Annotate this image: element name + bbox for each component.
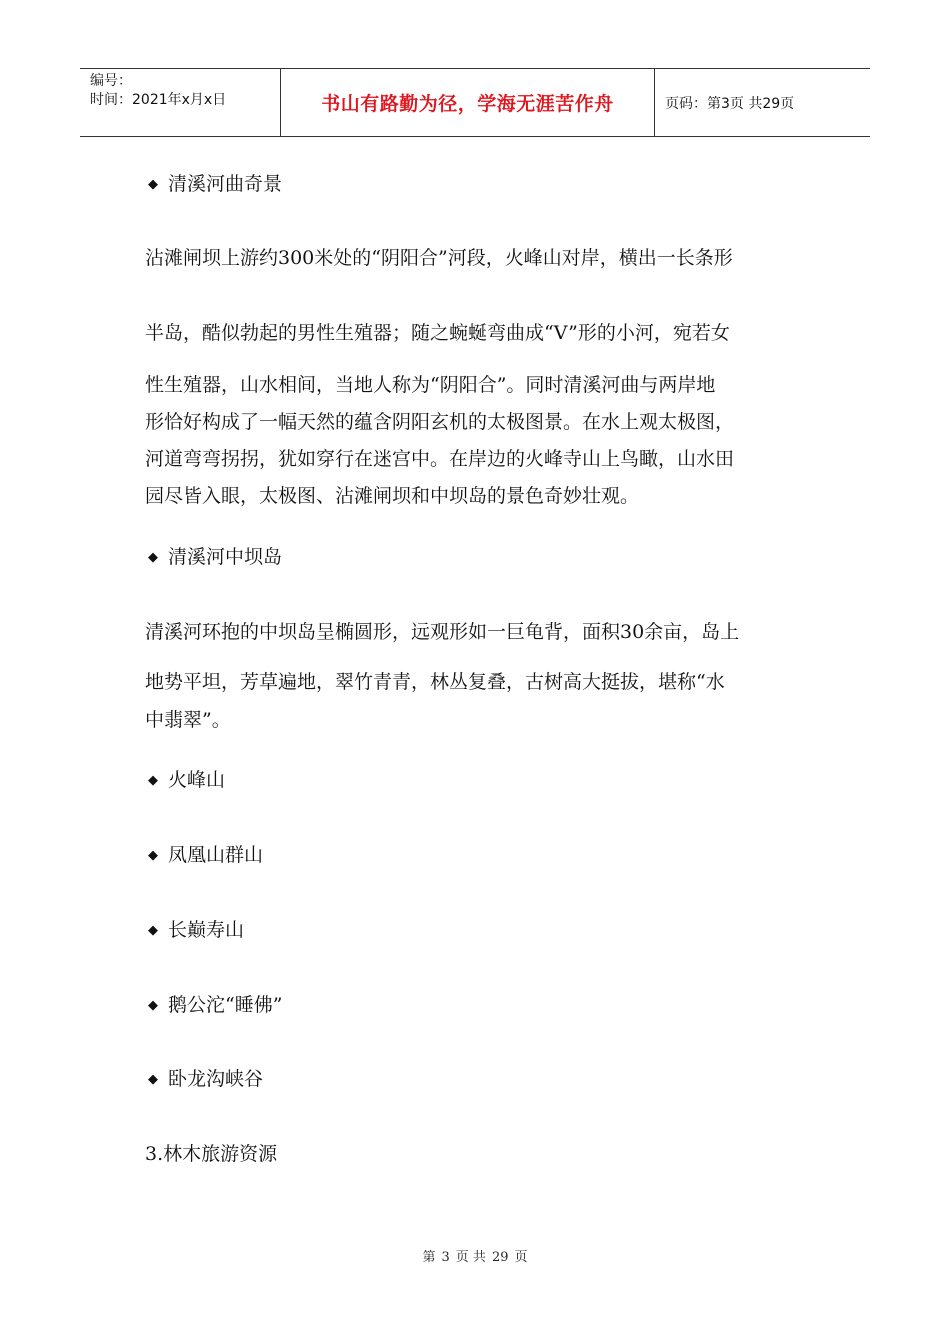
- bullet-item: [148, 768, 225, 793]
- header-motto: 书山有路勤为径，学海无涯苦作舟: [281, 69, 655, 136]
- bullet-text: 火峰山: [168, 769, 226, 791]
- heading-text: 清溪河中坝岛: [168, 546, 283, 568]
- heading-text: 清溪河曲奇景: [168, 173, 283, 195]
- footer-prefix: 第: [422, 1250, 436, 1265]
- diamond-bullet-icon: ◆: [148, 550, 158, 565]
- footer-mid: 页 共: [455, 1250, 486, 1265]
- bullet-item: [148, 843, 263, 868]
- bullet-text: 卧龙沟峡谷: [168, 1068, 264, 1090]
- time-label: 时间：2021年x月x日: [90, 92, 227, 108]
- diamond-bullet-icon: ◆: [148, 773, 158, 788]
- bullet-text: 凤凰山群山: [168, 844, 264, 866]
- diamond-bullet-icon: ◆: [148, 1072, 158, 1087]
- footer-page-number: 3: [441, 1250, 450, 1265]
- diamond-bullet-icon: ◆: [148, 848, 158, 863]
- document-header: [80, 68, 870, 137]
- diamond-bullet-icon: ◆: [148, 923, 158, 938]
- bullet-item: [148, 993, 282, 1018]
- paragraph-line: 半岛，酷似勃起的男性生殖器；随之蜿蜒弯曲成“V”形的小河，宛若女: [145, 322, 730, 344]
- page-footer: [0, 1246, 950, 1265]
- footer-suffix: 页: [514, 1250, 528, 1265]
- header-meta: [80, 69, 281, 136]
- paragraph-line: 清溪河环抱的中坝岛呈椭圆形，远观形如一巨龟背，面积30余亩，岛上: [145, 621, 740, 643]
- number-label: 编号：: [90, 73, 132, 89]
- paragraph-line: 形恰好构成了一幅天然的蕴含阴阳玄机的太极图景。在水上观太极图，: [145, 411, 735, 433]
- paragraph-line: 沾滩闸坝上游约300米处的“阴阳合”河段，火峰山对岸，横出一长条形: [145, 247, 733, 269]
- paragraph-line: 河道弯弯拐拐，犹如穿行在迷宫中。在岸边的火峰寺山上鸟瞰，山水田: [145, 448, 735, 470]
- paragraph-line: 园尽皆入眼，太极图、沾滩闸坝和中坝岛的景色奇妙壮观。: [145, 485, 640, 507]
- bullet-text: 长巅寿山: [168, 919, 245, 941]
- paragraph-line: 地势平坦，芳草遍地，翠竹青青，林丛复叠，古树高大挺拔，堪称“水: [145, 671, 725, 693]
- bullet-item: [148, 918, 244, 943]
- paragraph-line: 中翡翠”。: [145, 709, 231, 731]
- paragraph-line: 性生殖器，山水相间，当地人称为“阴阳合”。同时清溪河曲与两岸地: [145, 374, 716, 396]
- section-heading-zhongba-island: [148, 545, 282, 570]
- diamond-bullet-icon: ◆: [148, 998, 158, 1013]
- footer-total-pages: 29: [491, 1250, 509, 1265]
- bullet-item: [148, 1067, 263, 1092]
- bullet-text: 鹅公沱“睡佛”: [168, 994, 283, 1016]
- header-page-info: 页码：第3页 共29页: [665, 95, 795, 112]
- section-heading-forest-resources: 3.林木旅游资源: [145, 1143, 278, 1165]
- diamond-bullet-icon: ◆: [148, 177, 158, 192]
- section-heading-qingxi-bend: [148, 172, 282, 197]
